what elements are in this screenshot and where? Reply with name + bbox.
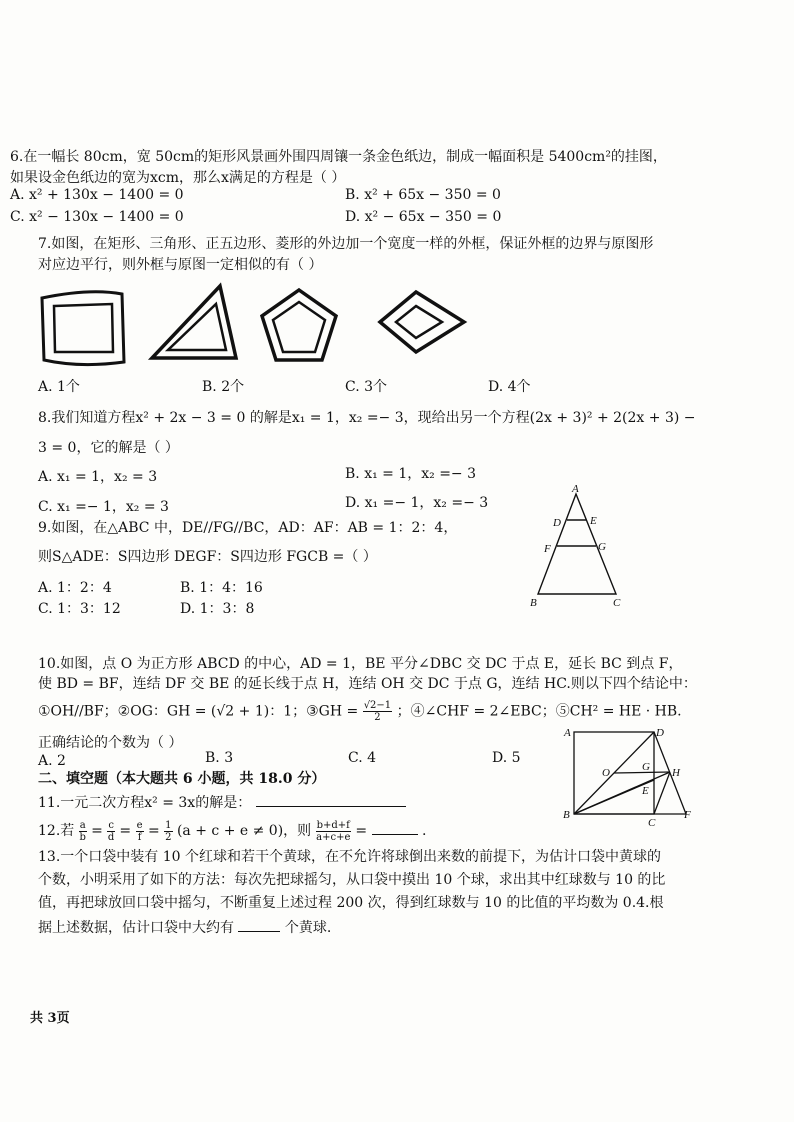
q12-fraction-1	[79, 820, 87, 843]
q10-label-a: A	[564, 727, 571, 739]
q13-line4-end: 个黄球.	[284, 920, 332, 936]
q8-stem-line1: 8.我们知道方程x² + 2x − 3 = 0 的解是x₁ = 1，x₂ =− 3，现给出另一个方程(2x + 3)² + 2(2x + 3) −	[38, 410, 696, 426]
q10-square-figure	[560, 722, 700, 832]
q12-fraction-3	[136, 820, 144, 843]
q10-conclusions-part2: ；④∠CHF = 2∠EBC；⑤CH² = HE · HB.	[396, 703, 682, 720]
q12-f4-den: 2	[165, 831, 172, 843]
q9-label-f: F	[544, 543, 551, 555]
q9-label-b: B	[530, 597, 537, 609]
q7-option-a: A. 1个	[38, 379, 80, 395]
q9-label-a: A	[572, 483, 579, 495]
q7-option-c: C. 3个	[345, 379, 388, 395]
q6-option-c: C. x² − 130x − 1400 = 0	[10, 209, 184, 225]
q6-option-b: B. x² + 65x − 350 = 0	[345, 187, 501, 203]
q9-triangle-figure	[520, 484, 640, 614]
q9-label-e: E	[590, 515, 597, 527]
q12-f1-den: b	[79, 831, 86, 843]
q9-option-d: D. 1：3：8	[180, 601, 255, 617]
q13-line3: 值，再把球放回口袋中摇匀，不断重复上述过程 200 次，得到红球数与 10 的比值的平均数为 0.4.根	[38, 895, 664, 911]
q12-answer-blank[interactable]	[372, 820, 418, 835]
q11-answer-blank[interactable]	[256, 792, 406, 807]
q9-stem-line1: 9.如图，在△ABC 中，DE//FG//BC，AD：AF：AB = 1：2：4，	[38, 520, 458, 536]
q6-stem-line1: 6.在一幅长 80cm，宽 50cm的矩形风景画外围四周镶一条金色纸边，制成一幅面积是 5400cm²的挂图，	[10, 149, 667, 165]
q12-end: .	[421, 823, 427, 839]
q10-fraction-numerator: √2−1	[363, 700, 392, 711]
q11-stem	[38, 792, 406, 812]
q12-f5-num: b+d+f	[316, 819, 350, 831]
q10-label-o: O	[602, 767, 610, 779]
q10-fraction-denominator: 2	[374, 712, 381, 723]
q8-option-a: A. x₁ = 1，x₂ = 3	[38, 469, 158, 485]
q10-label-c: C	[648, 817, 656, 829]
q12-f5-den: a+c+e	[316, 831, 351, 843]
q9-option-c: C. 1：3：12	[38, 601, 121, 617]
q10-label-g: G	[642, 761, 650, 773]
q7-stem-line2: 对应边平行，则外框与原图一定相似的有（ ）	[38, 257, 323, 273]
q10-option-a: A. 2	[38, 753, 66, 769]
q12-f4-num: 1	[165, 819, 172, 831]
q7-stem-line1: 7.如图，在矩形、三角形、正五边形、菱形的外边加一个宽度一样的外框，保证外框的边界与原图形	[38, 236, 654, 252]
q12-fraction-2	[107, 820, 115, 843]
q10-label-f: F	[684, 809, 691, 821]
q10-stem-line4: 正确结论的个数为（ ）	[38, 735, 183, 751]
q10-option-b: B. 3	[205, 750, 234, 766]
q12-f1-num: a	[79, 819, 86, 831]
pentagon-with-frame	[262, 290, 336, 360]
q6-option-a: A. x² + 130x − 1400 = 0	[10, 187, 184, 203]
q12-f2-den: d	[107, 831, 115, 843]
q8-option-d: D. x₁ =− 1，x₂ =− 3	[345, 495, 489, 511]
q13-answer-blank[interactable]	[238, 917, 280, 932]
q10-label-e: E	[642, 785, 649, 797]
section-2-heading: 二、填空题（本大题共 6 小题，共 18.0 分）	[38, 771, 326, 787]
q12-f2-num: c	[108, 819, 114, 831]
q10-fraction	[363, 700, 392, 723]
q12-equals: =	[355, 823, 368, 839]
q8-option-c: C. x₁ =− 1，x₂ = 3	[38, 499, 169, 515]
rectangle-with-frame	[42, 292, 124, 365]
q10-stem-line1: 10.如图，点 O 为正方形 ABCD 的中心，AD = 1，BE 平分∠DBC 交 DC 于点 E，延长 BC 到点 F，	[38, 656, 683, 672]
q9-stem-line2: 则S△ADE：S四边形 DEGF：S四边形 FGCB =（ ）	[38, 549, 377, 565]
q12-stem: 12.若 $\frac{a}{b}$ = $\frac{c}{d}$ = $\frac{e}{f}$ = $\frac{1}{2}$ (a + c + e ≠ 0)，则 $\frac{b+d+f}{a+c+e}$ = .	[38, 819, 427, 843]
q10-stem-line2: 使 BD = BF，连结 DF 交 BE 的延长线于点 H，连结 OH 交 DC 于点 G，连结 HC.则以下四个结论中：	[38, 676, 697, 692]
q7-option-d: D. 4个	[488, 379, 531, 395]
q12-fraction-4	[164, 820, 172, 843]
q12-prefix: 12.若	[38, 823, 75, 839]
q13-line4	[38, 917, 331, 937]
q7-option-b: B. 2个	[202, 379, 245, 395]
q6-stem-line2: 如果设金色纸边的宽为xcm，那么x满足的方程是（ ）	[10, 170, 346, 186]
q10-option-c: C. 4	[348, 750, 377, 766]
triangle-with-frame	[152, 286, 236, 358]
q9-label-d: D	[553, 517, 561, 529]
q12-condition: (a + c + e ≠ 0)，则	[176, 823, 312, 839]
q13-line4-text: 据上述数据，估计口袋中大约有	[38, 920, 234, 936]
q9-option-a: A. 1：2：4	[38, 580, 112, 596]
q12-fraction-5	[316, 820, 351, 843]
q12-f3-num: e	[136, 819, 143, 831]
q10-stem-line3	[38, 700, 682, 723]
q11-text: 11.一元二次方程x² = 3x的解是：	[38, 795, 252, 811]
q7-shapes-figure	[40, 280, 480, 370]
q10-option-d: D. 5	[492, 750, 521, 766]
q12-f3-den: f	[137, 831, 142, 843]
q6-option-d: D. x² − 65x − 350 = 0	[345, 209, 502, 225]
q8-option-b: B. x₁ = 1，x₂ =− 3	[345, 466, 477, 482]
q10-label-d: D	[656, 727, 664, 739]
page-count-footer: 共 3页	[30, 1011, 70, 1026]
rhombus-with-frame	[380, 292, 464, 352]
q10-label-h: H	[672, 767, 680, 779]
q9-label-g: G	[598, 541, 606, 553]
q13-line2: 个数，小明采用了如下的方法：每次先把球摇匀，从口袋中摸出 10 个球，求出其中红球数与 10 的比	[38, 872, 666, 888]
q10-conclusions-part1: ①OH//BF；②OG：GH = (√2 + 1)：1；③GH =	[38, 703, 359, 720]
q13-line1: 13.一个口袋中装有 10 个红球和若干个黄球，在不允许将球倒出来数的前提下，为估计口袋中黄球的	[38, 849, 661, 865]
q10-label-b: B	[563, 809, 570, 821]
q9-option-b: B. 1：4：16	[180, 580, 263, 596]
q9-label-c: C	[613, 597, 621, 609]
q8-stem-line2: 3 = 0，它的解是（ ）	[38, 440, 179, 456]
